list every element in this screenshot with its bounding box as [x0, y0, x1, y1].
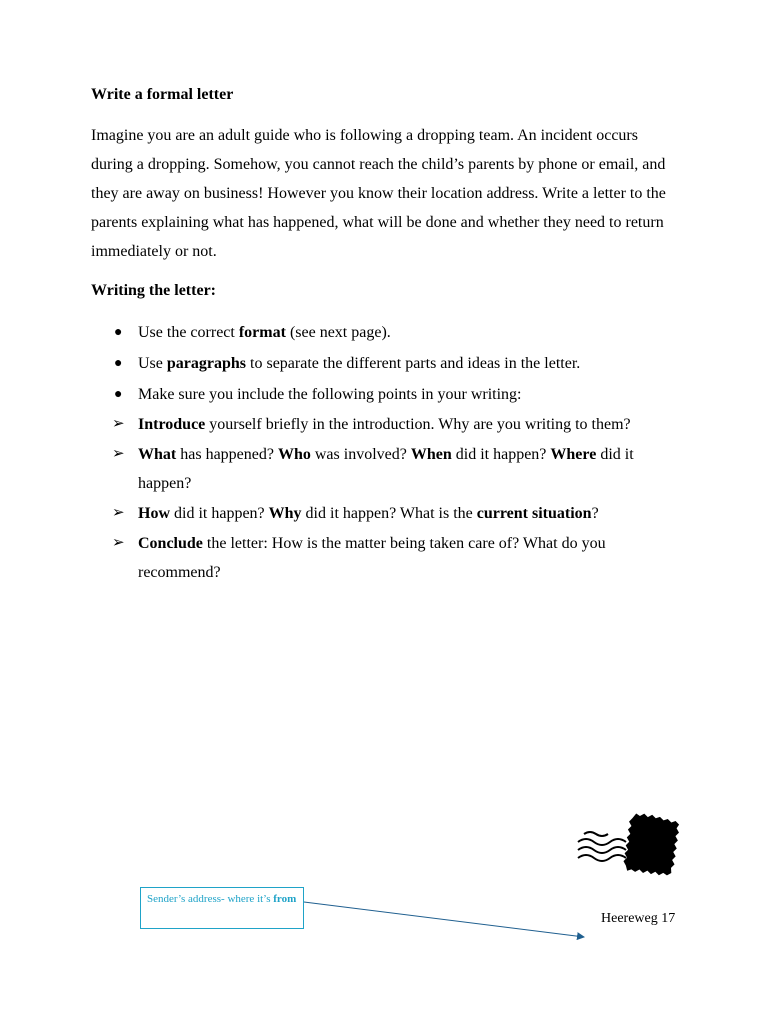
list-item-text: did it happen? — [170, 505, 269, 522]
list-item — [0, 499, 678, 528]
list-item-text: to separate the different parts and ideas in the letter. — [246, 355, 581, 372]
list-item-emphasis: Why — [268, 505, 302, 522]
arrowhead-bullet-icon: ➢ — [112, 416, 125, 432]
list-item-emphasis: current situation — [476, 505, 592, 522]
list-item — [0, 349, 678, 378]
list-item-text: Use the correct — [138, 324, 239, 341]
list-item-text: has happened? — [176, 446, 278, 463]
page-title: Write a formal letter — [91, 86, 234, 103]
list-item — [0, 318, 678, 347]
list-item-emphasis: format — [238, 324, 286, 341]
list-item — [0, 440, 678, 498]
list-item-text: the letter: How is the matter being taken care of? What do you recommend? — [138, 535, 606, 581]
list-item-text: did it happen? What is the — [301, 505, 477, 522]
points-list — [0, 410, 768, 588]
list-item-emphasis: Where — [550, 446, 597, 463]
list-item — [0, 380, 678, 409]
arrowhead-bullet-icon: ➢ — [112, 505, 125, 521]
list-item-text: (see next page). — [285, 324, 391, 341]
list-item-text: Make sure you include the following points in your writing: — [138, 386, 522, 403]
bullet-icon: ● — [114, 356, 123, 371]
list-item-emphasis: Introduce — [138, 416, 206, 433]
intro-paragraph: Imagine you are an adult guide who is following a dropping team. An incident occurs during a dropping. Somehow, you cannot reach the child’s parents by phone or email, and they are away on business! However you know their location address. Write a letter to the parents explaining what has happened, what will be done and whether they need to return immediately or not. — [91, 127, 666, 260]
list-item-emphasis: What — [138, 446, 177, 463]
list-item-text: did it happen? — [138, 446, 634, 492]
list-item — [0, 529, 678, 587]
annotation-text: Sender’s address- where it’s — [147, 893, 274, 905]
list-item-emphasis: How — [138, 505, 170, 522]
list-item-text: yourself briefly in the introduction. Why are you writing to them? — [205, 416, 631, 433]
list-item-text: did it happen? — [451, 446, 551, 463]
list-item-emphasis: paragraphs — [166, 355, 247, 372]
list-item-text: Use — [138, 355, 167, 372]
section-heading: Writing the letter: — [91, 282, 216, 299]
list-item — [0, 410, 678, 439]
list-item-emphasis: When — [410, 446, 452, 463]
sender-address-line: Heereweg 17 — [601, 911, 676, 926]
annotation-callout — [140, 887, 304, 929]
list-item-text: was involved? — [310, 446, 411, 463]
bullet-icon: ● — [114, 325, 123, 340]
annotation-emphasis: from — [273, 893, 297, 905]
arrowhead-bullet-icon: ➢ — [112, 535, 125, 551]
postage-stamp-icon — [576, 812, 680, 882]
bullet-list — [0, 318, 768, 411]
list-item-emphasis: Who — [277, 446, 311, 463]
arrowhead-bullet-icon: ➢ — [112, 446, 125, 462]
list-item-emphasis: Conclude — [138, 535, 203, 552]
bullet-icon: ● — [114, 387, 123, 402]
list-item-text: ? — [591, 505, 599, 522]
